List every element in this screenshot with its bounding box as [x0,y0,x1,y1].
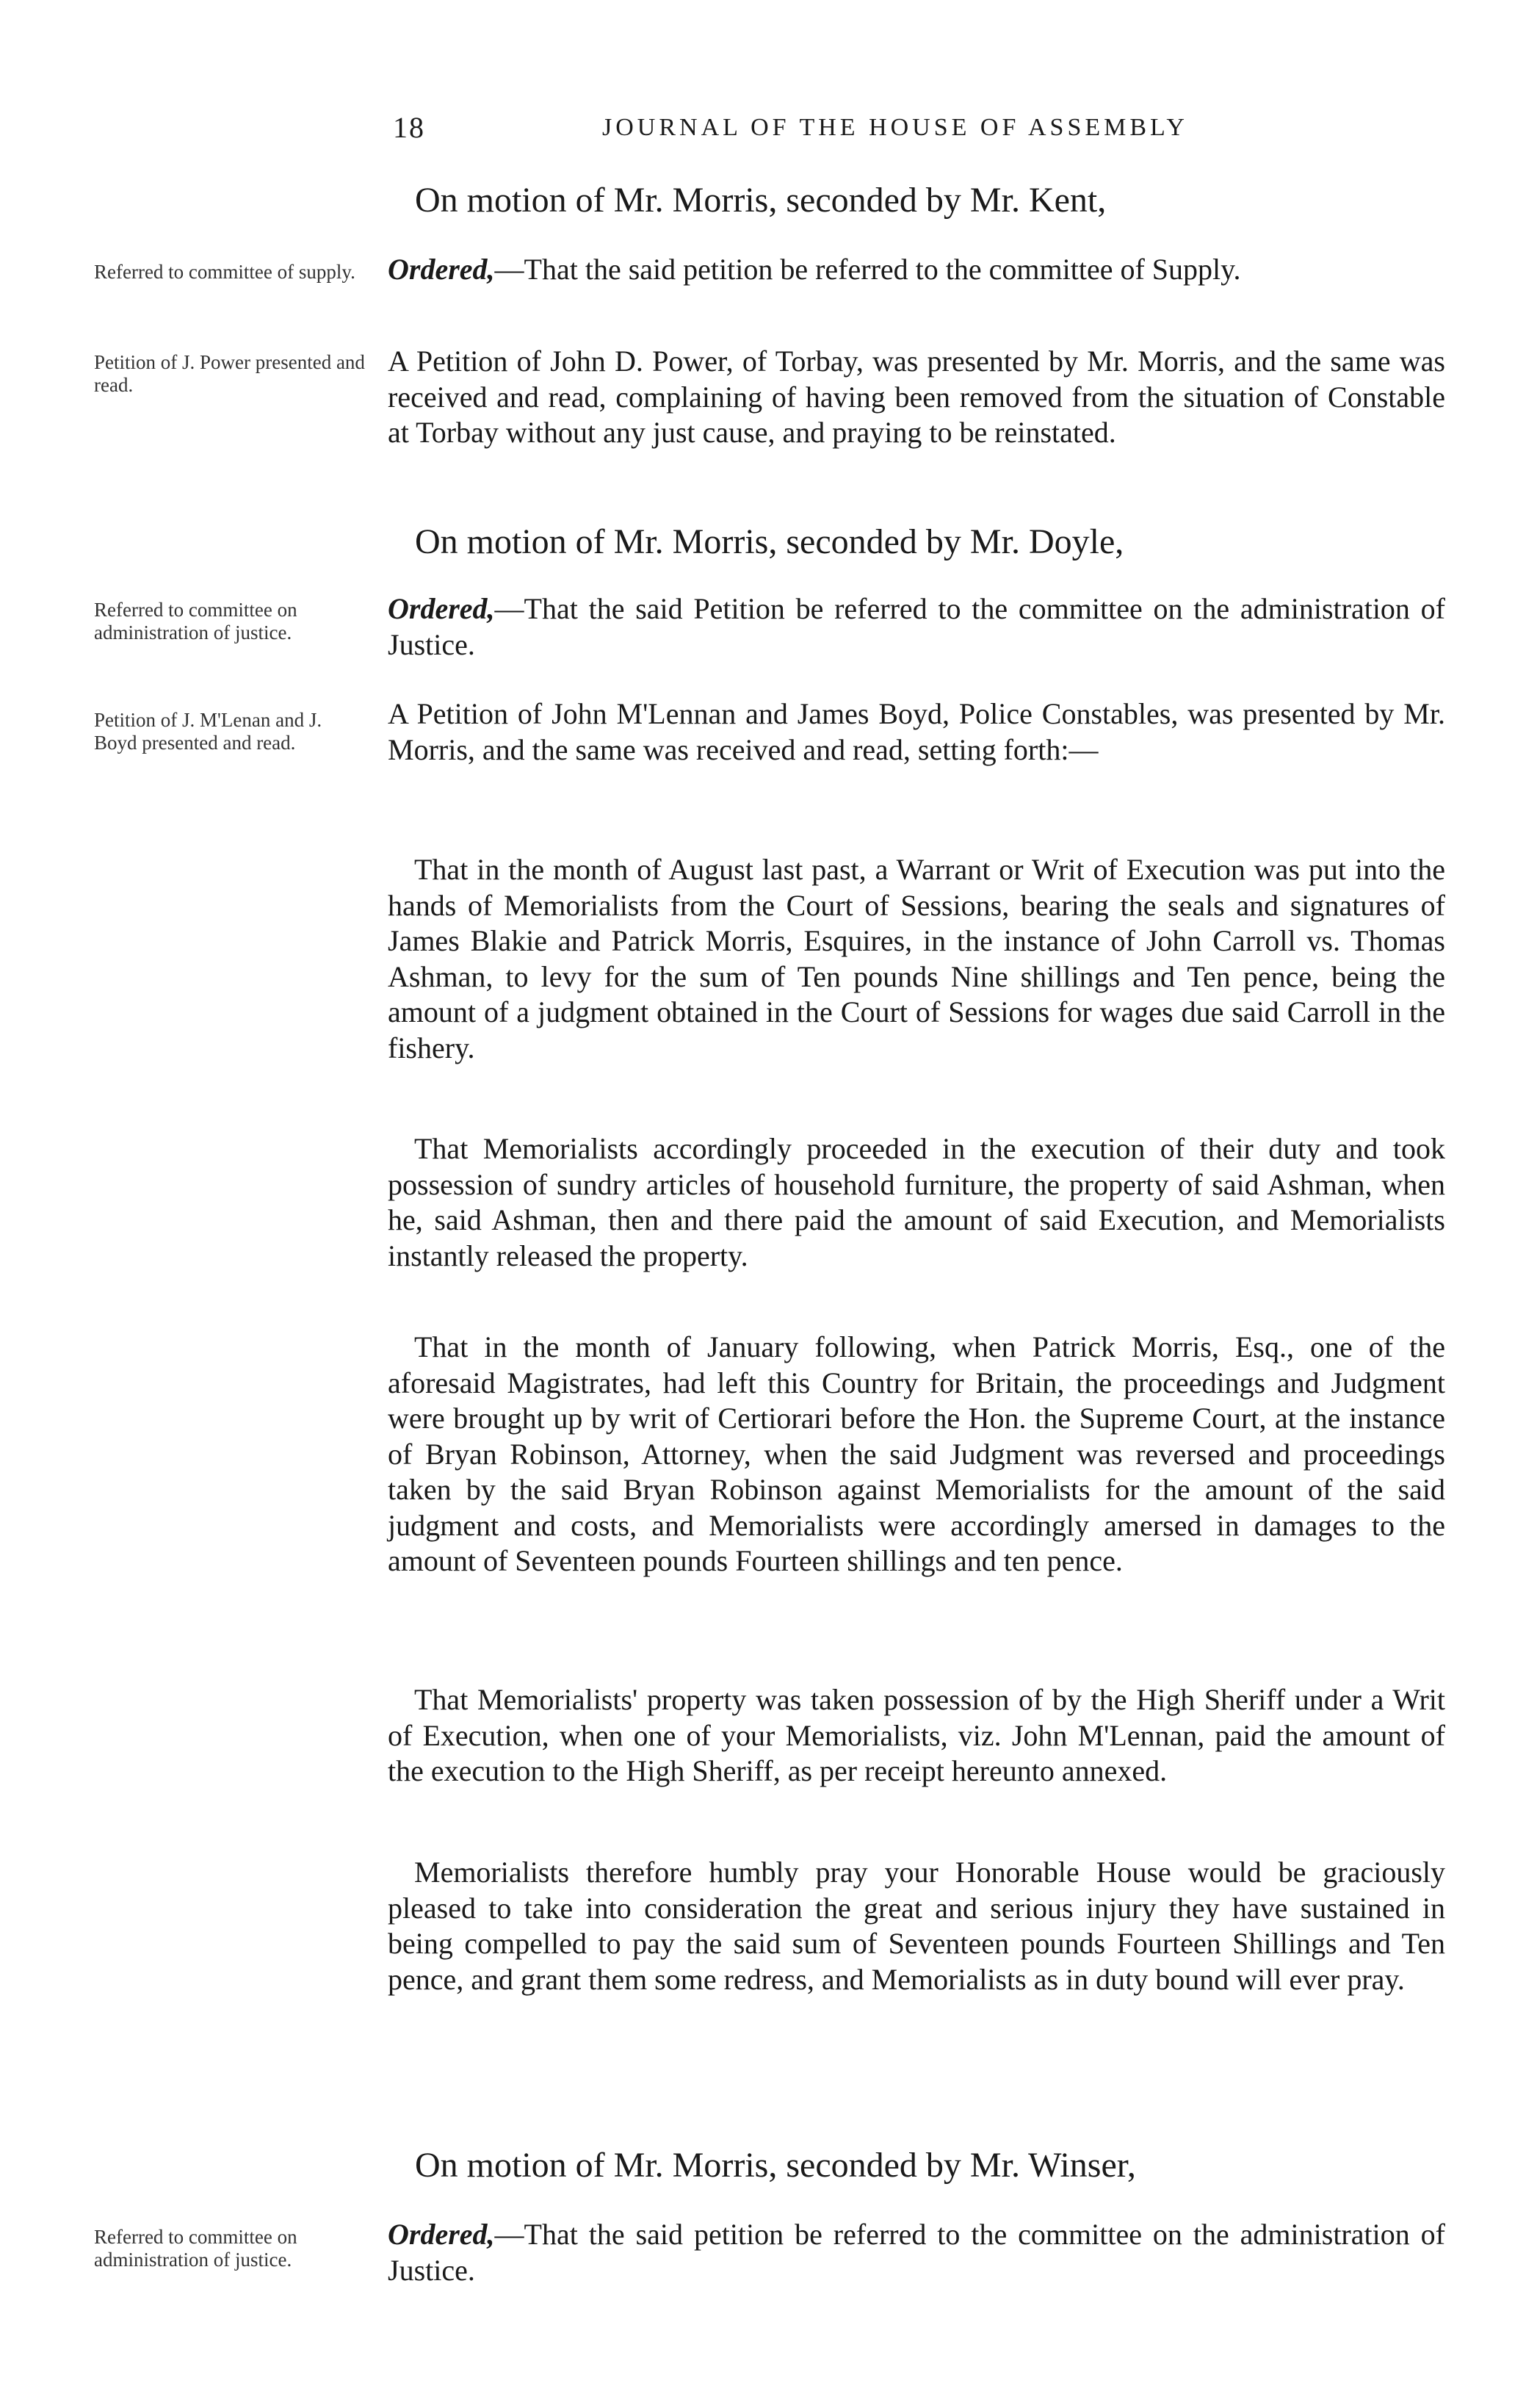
ordered-label: Ordered, [388,592,495,625]
memorial-para-4: That Memorialists' property was taken possession of by the High Sheriff under a Writ of Execution, when one of your Memorialists, viz. John M'Lennan, paid the amount of the execution to the High Sheriff, as per receipt hereunto annexed. [388,1683,1445,1787]
motion-3: On motion of Mr. Morris, seconded by Mr. Winser, [415,2146,1136,2185]
margin-note-3: Referred to committee on administration of justice. [94,599,297,644]
ordered-text: —That the said petition be referred to the committee of Supply. [494,253,1241,286]
margin-note-4: Petition of J. M'Lenan and J. Boyd presented and read. [94,709,322,754]
memorial-para-1: That in the month of August last past, a Warrant or Writ of Execution was put into the hands of Memorialists from the Court of Sessions, bearing the seals and signatures of James Blakie and Patrick Morris, Esquires, in the instance of John Carroll vs. Thomas Ashman, to levy for the sum of Ten pounds Nine shillings and Ten pence, being the amount of a judgment obtained in the Court of Sessions for wages due said Carroll in the fishery. [388,853,1445,1064]
margin-note-5: Referred to committee on administration of justice. [94,2226,297,2271]
ordered-label: Ordered, [388,2218,495,2251]
margin-note-1: Referred to committee of supply. [94,261,355,283]
margin-note-2: Petition of J. Power presented and read. [94,351,365,396]
memorial-para-2: That Memorialists accordingly proceeded in the execution of their duty and took possession of sundry articles of household furniture, the property of said Ashman, when he, said Ashman, then and there paid the amount of said Execution, and Memorialists instantly released the property. [388,1132,1445,1272]
ordered-1 [388,252,1445,288]
ordered-text: —That the said petition be referred to the committee on the administration of Justice. [388,2218,1445,2287]
memorial-para-3: That in the month of January following, when Patrick Morris, Esq., one of the aforesaid Magistrates, had left this Country for Britain, the proceedings and Judgment were brought up by writ of Certiorari before the Hon. the Supreme Court, at the instance of Bryan Robinson, Attorney, when the said Judgment was reversed and proceedings taken by the said Bryan Robinson against Memorialists for the amount of the said judgment and costs, and Memorialists were accordingly amersed in damages to the amount of Seventeen pounds Fourteen shillings and ten pence. [388,1330,1445,1577]
running-head: JOURNAL OF THE HOUSE OF ASSEMBLY [602,114,1188,141]
petition-power: A Petition of John D. Power, of Torbay, was presented by Mr. Morris, and the same was received and read, complaining of having been removed from the situation of Constable at Torbay without any just cause, and praying to be reinstated. [388,345,1445,449]
ordered-text: —That the said Petition be referred to the committee on the administration of Justice. [388,592,1445,661]
ordered-3 [388,2217,1445,2288]
motion-1: On motion of Mr. Morris, seconded by Mr. Kent, [415,181,1107,220]
memorial-para-5: Memorialists therefore humbly pray your Honorable House would be graciously pleased to take into consideration the great and serious injury they have sustained in being compelled to pay the said sum of Seventeen pounds Fourteen Shillings and Ten pence, and grant them some redress, and Memorialists as in duty bound will ever pray. [388,1856,1445,1996]
motion-2: On motion of Mr. Morris, seconded by Mr. Doyle, [415,522,1124,561]
ordered-label: Ordered, [388,253,495,286]
petition-mclennan: A Petition of John M'Lennan and James Boyd, Police Constables, was presented by Mr. Morris, and the same was received and read, setting forth:— [388,697,1445,766]
page-number: 18 [393,111,425,144]
ordered-2 [388,591,1445,663]
